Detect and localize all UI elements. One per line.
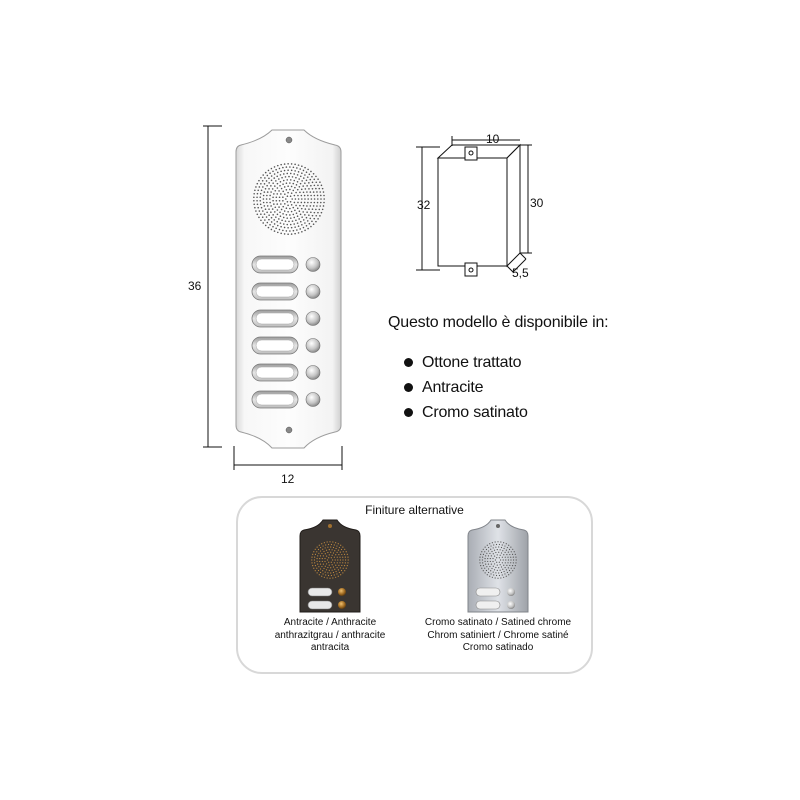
call-button[interactable] (306, 393, 320, 407)
alternative-finishes-title: Finiture alternative (365, 503, 464, 517)
availability-item: Antracite (404, 375, 528, 400)
name-slot-window (256, 394, 294, 405)
dimension-height (203, 126, 222, 447)
bullet-icon (404, 408, 413, 417)
width-dimension-label: 12 (281, 472, 295, 486)
name-slot-window (256, 286, 294, 297)
box-depth-label: 5,5 (512, 266, 529, 280)
availability-item: Ottone trattato (404, 350, 528, 375)
bullet-icon (404, 358, 413, 367)
name-slot-window (256, 367, 294, 378)
anthracite-caption: Antracite / Anthracite anthrazitgrau / anthracite antracita (274, 617, 386, 653)
name-slot-window (256, 313, 294, 324)
availability-item: Cromo satinato (404, 400, 528, 425)
call-button[interactable] (306, 258, 320, 272)
call-button[interactable] (306, 285, 320, 299)
box-height-right-label: 30 (530, 196, 544, 210)
bullet-icon (404, 383, 413, 392)
name-slot-window (256, 340, 294, 351)
backbox-drawing (416, 136, 532, 276)
box-width-label: 10 (486, 132, 500, 146)
name-slot-window (256, 259, 294, 270)
availability-list (404, 350, 528, 425)
availability-title: Questo modello è disponibile in: (388, 314, 609, 331)
height-dimension-label: 36 (188, 279, 202, 293)
chrome-caption: Cromo satinato / Satined chrome Chrom satiniert / Chrome satiné Cromo satinado (424, 617, 572, 653)
box-height-left-label: 32 (417, 198, 431, 212)
call-button[interactable] (306, 312, 320, 326)
dimension-width (234, 446, 342, 470)
screw-bottom (286, 427, 292, 433)
screw-top (286, 137, 292, 143)
call-button[interactable] (306, 366, 320, 380)
call-button[interactable] (306, 339, 320, 353)
